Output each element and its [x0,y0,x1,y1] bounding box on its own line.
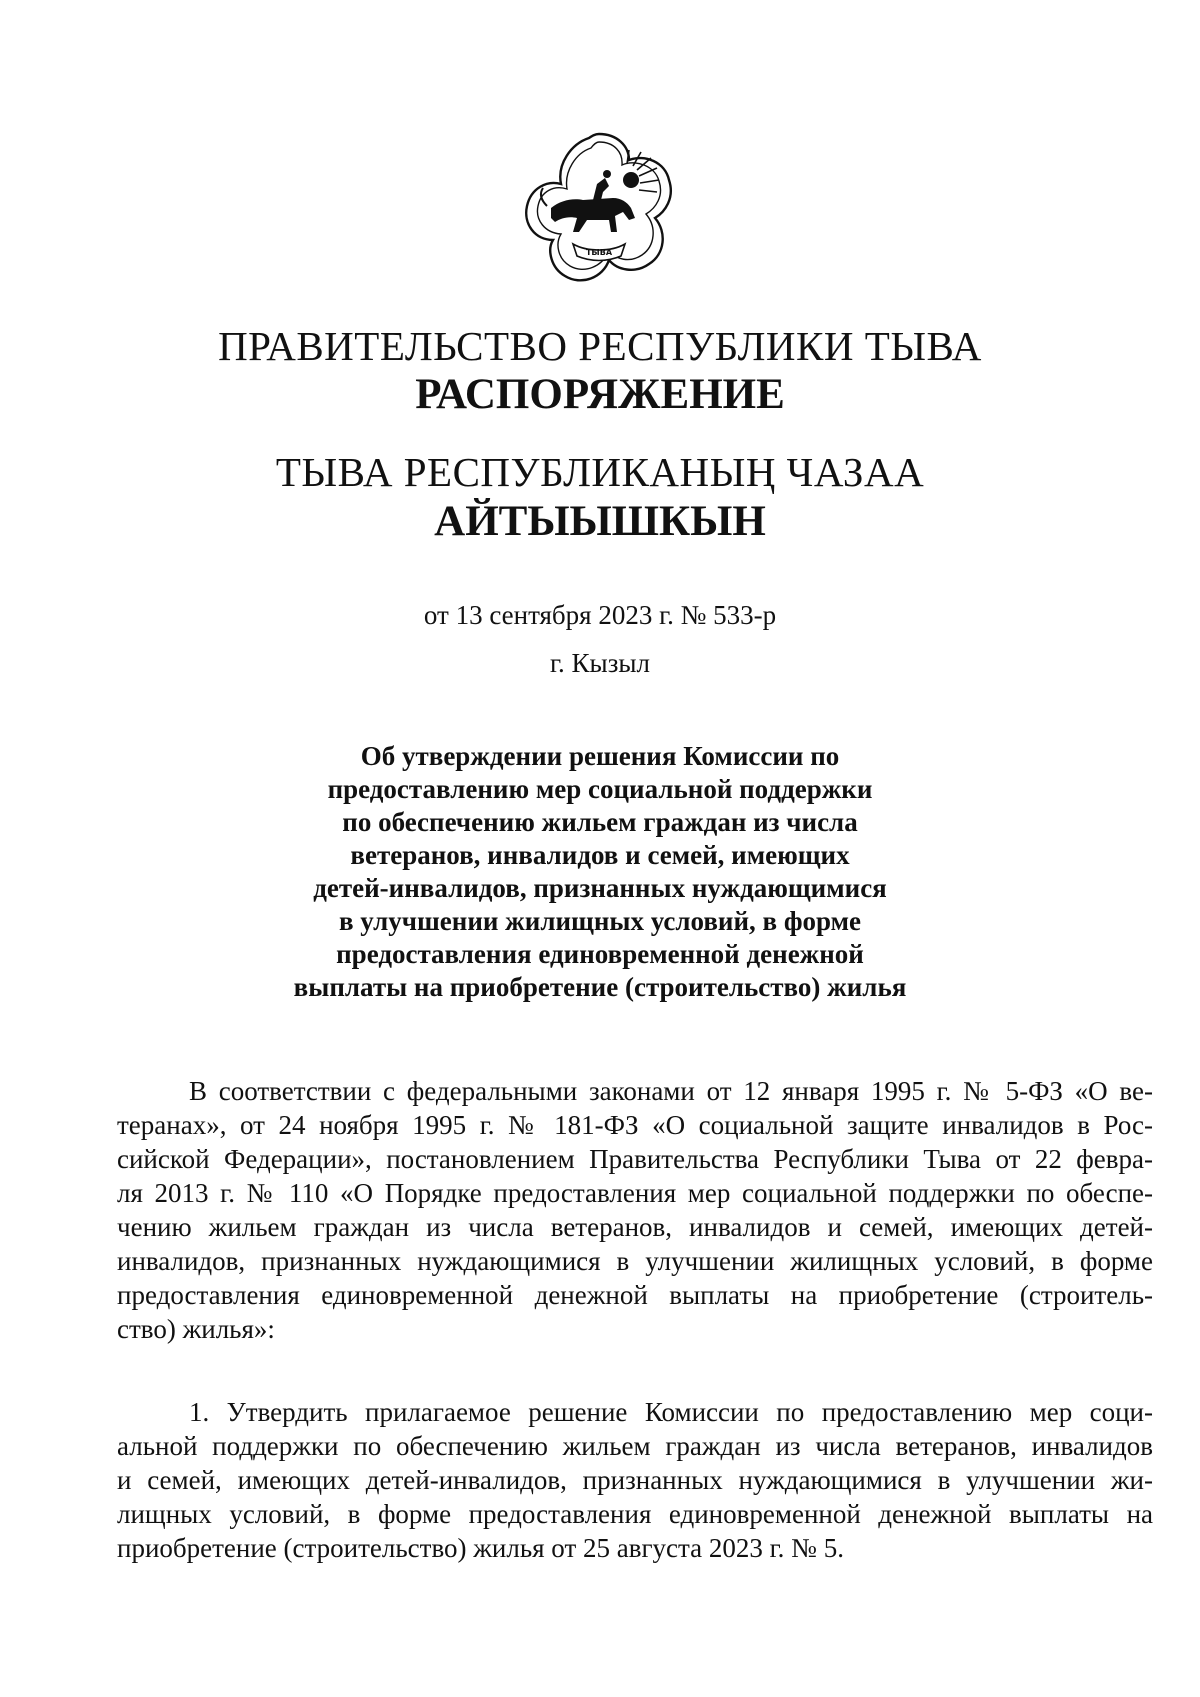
org-title-ru: ПРАВИТЕЛЬСТВО РЕСПУБЛИКИ ТЫВА [218,323,982,369]
document-city: г. Кызыл [550,648,650,678]
paragraph-line: чению жильем граждан из числа ветеранов, инвалидов и семей, имеющих детей- [117,1212,1153,1242]
document-subject [200,740,1000,1004]
paragraph-line: 1. Утвердить прилагаемое решение Комиссии по предоставлению мер соци- [189,1397,1153,1427]
subject-line: по обеспечению жильем граждан из числа [342,807,858,837]
paragraph-line: ля 2013 г. № 110 «О Порядке предоставления мер социальной поддержки по обеспе- [117,1178,1153,1208]
paragraph-line: лищных условий, в форме предоставления единовременной денежной выплаты на [117,1499,1153,1529]
tuva-coat-of-arms-icon [517,128,681,292]
org-title-tuv: ТЫВА РЕСПУБЛИКАНЫҢ ЧАЗАА [275,449,925,495]
subject-line: в улучшении жилищных условий, в форме [338,906,862,936]
paragraph-line: сийской Федерации», постановлением Правительства Республики Тыва от 22 февра- [117,1144,1153,1174]
paragraph-line: предоставления единовременной денежной выплаты на приобретение (строитель- [117,1280,1153,1310]
paragraph-line: В соответствии с федеральными законами от 12 января 1995 г. № 5-ФЗ «О ве- [189,1076,1153,1106]
paragraph-line: теранах», от 24 ноября 1995 г. № 181-ФЗ «О социальной защите инвалидов в Рос- [117,1110,1153,1140]
subject-line: предоставлению мер социальной поддержки [327,774,873,804]
subject-line: детей-инвалидов, признанных нуждающимися [313,873,887,903]
doc-type-tuv: АЙТЫЫШКЫН [434,498,766,545]
preamble-paragraph [117,1074,1153,1346]
item-1-paragraph [117,1395,1153,1565]
subject-line: Об утверждении решения Комиссии по [360,741,840,771]
document-date-number: от 13 сентября 2023 г. № 533-р [423,600,777,630]
svg-text:ТЫВА: ТЫВА [585,248,613,257]
paragraph-line: приобретение (строительство) жилья от 25 августа 2023 г. № 5. [117,1533,844,1563]
subject-line: ветеранов, инвалидов и семей, имеющих [350,840,850,870]
paragraph-line: ство) жилья»: [117,1314,275,1344]
paragraph-line: инвалидов, признанных нуждающимися в улучшении жилищных условий, в форме [117,1246,1153,1276]
subject-line: выплаты на приобретение (строительство) жилья [293,972,907,1002]
doc-type-ru: РАСПОРЯЖЕНИЕ [415,371,785,418]
subject-line: предоставления единовременной денежной [336,939,864,969]
paragraph-line: альной поддержки по обеспечению жильем граждан из числа ветеранов, инвалидов [117,1431,1153,1461]
coat-of-arms-emblem [517,128,681,292]
paragraph-line: и семей, имеющих детей-инвалидов, признанных нуждающимися в улучшении жи- [117,1465,1153,1495]
